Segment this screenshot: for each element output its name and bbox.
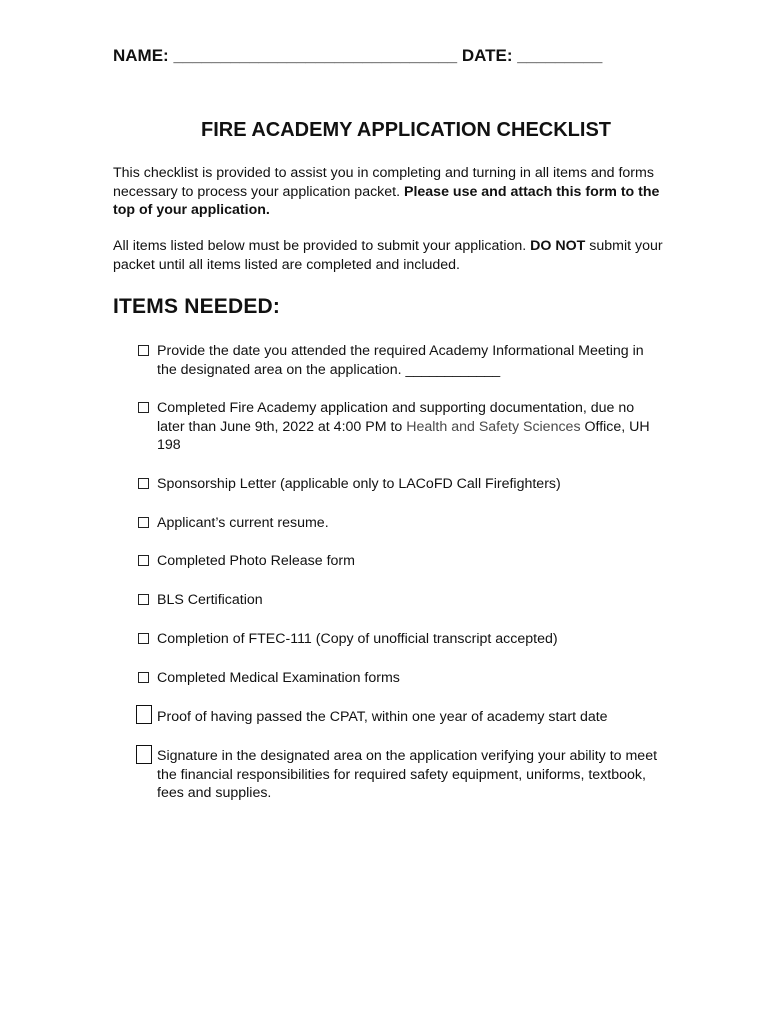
items-heading: ITEMS NEEDED: xyxy=(113,295,281,318)
item-label: BLS Certification xyxy=(157,592,263,608)
checkbox[interactable] xyxy=(138,672,149,683)
intro-paragraph-1 xyxy=(113,164,673,220)
item-label: Sponsorship Letter (applicable only to LACoFD Call Firefighters) xyxy=(157,476,561,492)
intro-p1-bold: Please use and attach this form to the top of your application. xyxy=(113,183,660,218)
checkbox[interactable] xyxy=(138,555,149,566)
checklist-item-ftec xyxy=(138,630,663,649)
intro-p2-text2: submit your packet until all items listed are completed and included. xyxy=(113,238,663,273)
intro-paragraph-2 xyxy=(113,237,673,274)
intro-p2-text: All items listed below must be provided to submit your application. xyxy=(113,238,531,254)
checkbox[interactable] xyxy=(136,745,152,764)
checkbox[interactable] xyxy=(138,478,149,489)
checklist-item-meeting-date xyxy=(138,342,663,379)
item-label: Provide the date you attended the required Academy Informational Meeting in the designated area on the application. ____________ xyxy=(157,343,644,378)
checklist-item-signature xyxy=(138,747,663,803)
checkbox[interactable] xyxy=(138,517,149,528)
checklist-item-cpat xyxy=(138,708,663,727)
intro-p2-bold: DO NOT xyxy=(530,238,586,254)
item-label: Proof of having passed the CPAT, within one year of academy start date xyxy=(157,709,608,725)
checklist-item-resume xyxy=(138,514,663,533)
item-label: Completed Medical Examination forms xyxy=(157,670,400,686)
checkbox[interactable] xyxy=(138,594,149,605)
item-label xyxy=(157,399,663,455)
page-title: FIRE ACADEMY APPLICATION CHECKLIST xyxy=(200,119,611,141)
item-label: Signature in the designated area on the application verifying your ability to meet the financial responsibilities for required safety equipment, uniforms, textbook, fees and supplies. xyxy=(157,748,658,801)
name-label: NAME: ______________________________ xyxy=(113,46,458,65)
checklist-item-medical xyxy=(138,669,663,688)
item-label: Applicant’s current resume. xyxy=(157,515,329,531)
checklist-item-sponsorship xyxy=(138,475,663,494)
hss-link[interactable]: Health and Safety Sciences xyxy=(406,418,581,435)
checkbox[interactable] xyxy=(138,633,149,644)
item-label: Completed Photo Release form xyxy=(157,553,355,569)
item-text-end: Office, UH 198 xyxy=(157,418,650,453)
checkbox[interactable] xyxy=(136,705,152,724)
checklist-item-application xyxy=(138,399,663,455)
item-text: Completed Fire Academy application and supporting documentation, due no later than June 9th, 2022 at 4:00 PM to xyxy=(157,400,635,435)
checklist-item-photo-release xyxy=(138,552,663,571)
checkbox[interactable] xyxy=(138,345,149,356)
header-name-date-line xyxy=(113,46,602,66)
checkbox[interactable] xyxy=(138,402,149,413)
footer-mark xyxy=(652,961,656,975)
item-label: Completion of FTEC-111 (Copy of unofficial transcript accepted) xyxy=(157,631,558,647)
date-label: DATE: _________ xyxy=(461,46,603,65)
intro-p1-text: This checklist is provided to assist you in completing and turning in all items and forms necessary to process your application packet. xyxy=(113,165,654,200)
checklist-item-bls xyxy=(138,591,663,610)
